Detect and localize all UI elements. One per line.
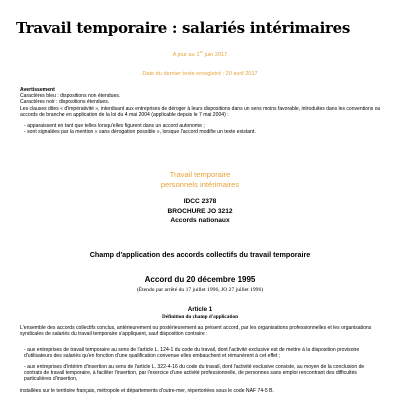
bullet-line: d'utilisateurs des salariés qu'en fonction d'une qualification convenue elles embauchent et rémunèrent à cet effet ; bbox=[24, 353, 281, 360]
update-date-prefix: A jour au 1 bbox=[172, 52, 200, 58]
accord-title: Accord du 20 décembre 1995 bbox=[144, 275, 256, 284]
section-heading: Champ d'application des accords collectifs du travail temporaire bbox=[89, 250, 311, 259]
article-definition: Définition du champ d'application bbox=[162, 314, 238, 320]
notice-line: accords de branche en application de la loi du 4 mai 2004 (applicable depuis le 7 mai 2004) : bbox=[20, 111, 229, 118]
convention-line-2: personnels intérimaires bbox=[160, 180, 240, 189]
article-territory bbox=[20, 388, 384, 394]
notice-line: Caractères noir : dispositions étendues. bbox=[20, 99, 110, 106]
notice-line: Caractères bleu : dispositions non étendues. bbox=[20, 93, 121, 100]
notice-bullet: - apparaissent en tant que telles lorsqu'elles figurent dans un accord autonome ; bbox=[24, 123, 205, 130]
article-bullet-1 bbox=[20, 347, 384, 359]
article-title: Article 1 bbox=[187, 306, 213, 313]
notice-bullets bbox=[20, 123, 382, 135]
notice-line: Les clauses dites « d'impérativité », interdisant aux entreprises de déroger à leurs dispositions dans un sens moins favorable, introduites dans les conventions ou bbox=[20, 105, 381, 112]
update-date-suffix: juin 2017 bbox=[203, 52, 228, 58]
convention-line-1: Travail temporaire bbox=[169, 170, 231, 179]
paragraph-line: L'ensemble des accords collectifs conclus, antérieurement ou postérieurement au présent accord, par les organisations professionnelles et les organisations bbox=[20, 325, 372, 331]
bullet-line: particulières d'insertion, bbox=[24, 376, 78, 383]
bullet-line: contrats de travail temporaire, à faciliter l'insertion, par l'exercice d'une activité professionnelle, de personnes sans emploi rencontrant des difficultés bbox=[24, 370, 357, 377]
paragraph-line: installées sur le territoire français, métropole et départements d'outre-mer, répertoriées sous le code NAF 74-5 B. bbox=[20, 388, 274, 394]
accord-extension: (Étendu par arrêté du 17 juillet 1996, JO 27 juillet 1996) bbox=[136, 287, 264, 293]
idcc-number: IDCC 2378 bbox=[183, 198, 217, 205]
article-intro bbox=[20, 325, 384, 337]
bullet-line: - aux entreprises d'intérim d'insertion au sens de l'article L. 322-4-16 du code du travail, dont l'activité exclusive consiste, au moyen de la conclusion de bbox=[24, 364, 365, 370]
bullet-line: - aux entreprises de travail temporaire au sens de l'article L. 124-1 du code du travail, dont l'activité exclusive est de mettre à la disposition provisoire bbox=[24, 347, 360, 353]
convention-name bbox=[0, 170, 400, 190]
article-bullet-2 bbox=[20, 364, 384, 383]
national-agreements: Accords nationaux bbox=[170, 217, 230, 224]
warning-heading: Avertissement bbox=[20, 87, 55, 93]
convention-identifiers bbox=[0, 197, 400, 226]
document-title: Travail temporaire : salariés intérimaires bbox=[16, 19, 350, 37]
brochure-number: BROCHURE JO 3212 bbox=[167, 207, 233, 215]
update-date-sup: er bbox=[199, 49, 204, 55]
last-registered-date: Date du dernier texte enregistré : 20 avril 2017 bbox=[142, 71, 258, 77]
notice-bullet: - sont signalées par la mention « sans dérogation possible », lorsque l'accord modifie un texte existant. bbox=[24, 129, 256, 136]
update-date bbox=[0, 49, 400, 58]
warning-notice bbox=[20, 87, 382, 135]
paragraph-line: syndicales de salariés du travail temporaire s'appliquent, sauf disposition contraire : bbox=[20, 331, 208, 338]
